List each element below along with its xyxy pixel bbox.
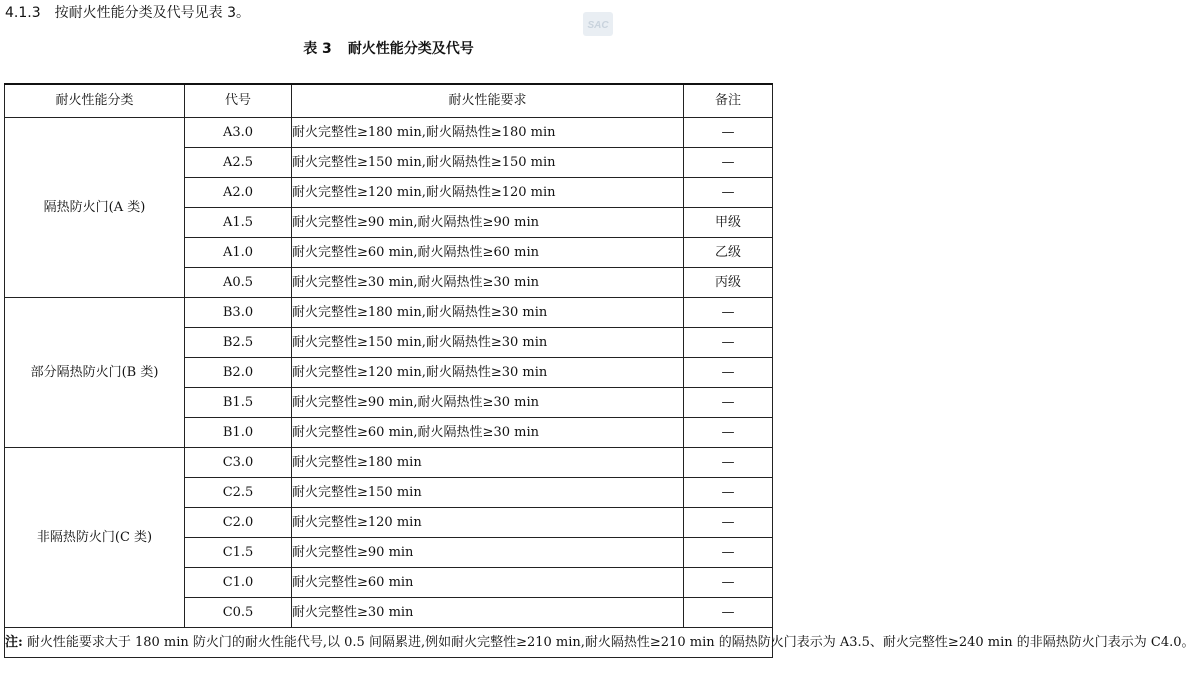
- remark-cell: 乙级: [684, 238, 773, 268]
- requirement-cell: 耐火完整性≥60 min: [292, 568, 684, 598]
- remark-cell: —: [684, 568, 773, 598]
- code-cell: B2.0: [185, 358, 292, 388]
- code-cell: C1.0: [185, 568, 292, 598]
- code-cell: A1.0: [185, 238, 292, 268]
- code-cell: C1.5: [185, 538, 292, 568]
- category-cell-a: 隔热防火门(A 类): [5, 118, 185, 298]
- note-label: 注:: [5, 635, 23, 650]
- header-requirement: 耐火性能要求: [292, 84, 684, 118]
- requirement-cell: 耐火完整性≥120 min,耐火隔热性≥30 min: [292, 358, 684, 388]
- requirement-cell: 耐火完整性≥120 min,耐火隔热性≥120 min: [292, 178, 684, 208]
- requirement-cell: 耐火完整性≥180 min,耐火隔热性≥180 min: [292, 118, 684, 148]
- requirement-cell: 耐火完整性≥180 min: [292, 448, 684, 478]
- remark-cell: 甲级: [684, 208, 773, 238]
- requirement-cell: 耐火完整性≥120 min: [292, 508, 684, 538]
- requirement-cell: 耐火完整性≥150 min,耐火隔热性≥30 min: [292, 328, 684, 358]
- code-cell: C2.5: [185, 478, 292, 508]
- header-category: 耐火性能分类: [5, 84, 185, 118]
- clause-line: [5, 3, 250, 23]
- table-caption: [0, 39, 777, 59]
- table-row: [5, 448, 773, 478]
- code-cell: C3.0: [185, 448, 292, 478]
- table-row: [5, 118, 773, 148]
- header-code: 代号: [185, 84, 292, 118]
- code-cell: A3.0: [185, 118, 292, 148]
- note-text: 耐火性能要求大于 180 min 防火门的耐火性能代号,以 0.5 间隔累进,例如耐火完整性≥210 min,耐火隔热性≥210 min 的隔热防火门表示为 A3.5、耐火完整性≥240 min 的非隔热防火门表示为 C4.0。: [26, 635, 1195, 650]
- requirement-cell: 耐火完整性≥60 min,耐火隔热性≥60 min: [292, 238, 684, 268]
- clause-number: 4.1.3: [5, 5, 41, 21]
- code-cell: A1.5: [185, 208, 292, 238]
- table-row: [5, 298, 773, 328]
- code-cell: B3.0: [185, 298, 292, 328]
- remark-cell: —: [684, 118, 773, 148]
- code-cell: B1.5: [185, 388, 292, 418]
- requirement-cell: 耐火完整性≥90 min,耐火隔热性≥90 min: [292, 208, 684, 238]
- remark-cell: —: [684, 538, 773, 568]
- requirement-cell: 耐火完整性≥180 min,耐火隔热性≥30 min: [292, 298, 684, 328]
- remark-cell: 丙级: [684, 268, 773, 298]
- requirement-cell: 耐火完整性≥150 min: [292, 478, 684, 508]
- remark-cell: —: [684, 478, 773, 508]
- table-caption-number: 表 3: [303, 41, 332, 57]
- category-cell-b: 部分隔热防火门(B 类): [5, 298, 185, 448]
- code-cell: C2.0: [185, 508, 292, 538]
- code-cell: A2.0: [185, 178, 292, 208]
- svg-text:SAC: SAC: [587, 20, 609, 31]
- remark-cell: —: [684, 328, 773, 358]
- code-cell: A0.5: [185, 268, 292, 298]
- category-cell-c: 非隔热防火门(C 类): [5, 448, 185, 628]
- remark-cell: —: [684, 358, 773, 388]
- requirement-cell: 耐火完整性≥60 min,耐火隔热性≥30 min: [292, 418, 684, 448]
- sac-watermark-logo: [583, 12, 613, 36]
- remark-cell: —: [684, 508, 773, 538]
- code-cell: B2.5: [185, 328, 292, 358]
- remark-cell: —: [684, 448, 773, 478]
- remark-cell: —: [684, 418, 773, 448]
- clause-text: 按耐火性能分类及代号见表 3。: [54, 5, 250, 21]
- remark-cell: —: [684, 148, 773, 178]
- fire-resistance-table: [4, 83, 1195, 658]
- header-remark: 备注: [684, 84, 773, 118]
- requirement-cell: 耐火完整性≥30 min: [292, 598, 684, 628]
- requirement-cell: 耐火完整性≥30 min,耐火隔热性≥30 min: [292, 268, 684, 298]
- code-cell: A2.5: [185, 148, 292, 178]
- table-note: [5, 628, 1195, 658]
- requirement-cell: 耐火完整性≥90 min,耐火隔热性≥30 min: [292, 388, 684, 418]
- remark-cell: —: [684, 598, 773, 628]
- remark-cell: —: [684, 388, 773, 418]
- code-cell: C0.5: [185, 598, 292, 628]
- remark-cell: —: [684, 298, 773, 328]
- remark-cell: —: [684, 178, 773, 208]
- code-cell: B1.0: [185, 418, 292, 448]
- requirement-cell: 耐火完整性≥90 min: [292, 538, 684, 568]
- requirement-cell: 耐火完整性≥150 min,耐火隔热性≥150 min: [292, 148, 684, 178]
- table-header-row: [5, 84, 773, 118]
- table-note-row: [5, 628, 773, 658]
- table-caption-title: 耐火性能分类及代号: [347, 41, 474, 57]
